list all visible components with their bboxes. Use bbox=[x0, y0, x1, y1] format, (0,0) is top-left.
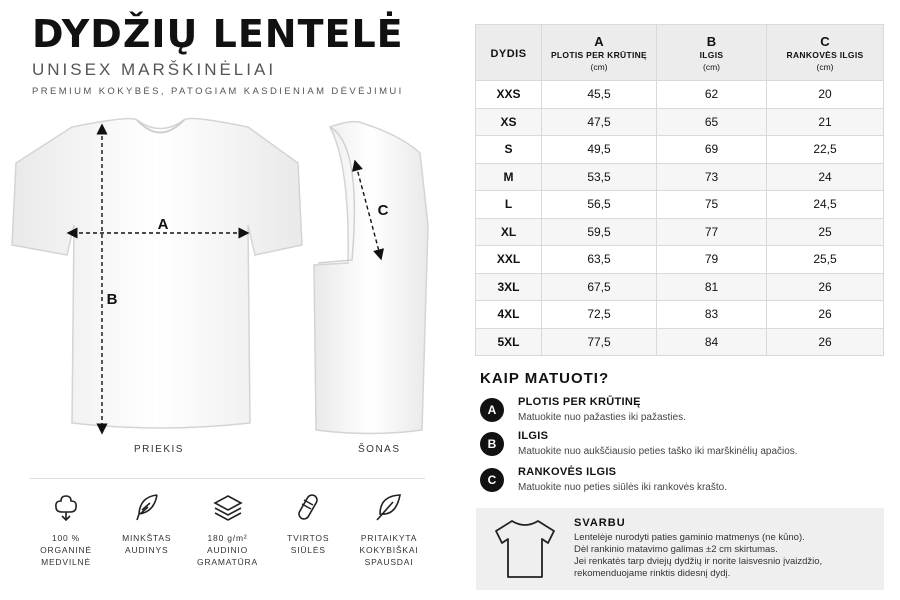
table-row: L 56,5 75 24,5 bbox=[476, 191, 884, 219]
feature-item-cotton bbox=[30, 490, 102, 568]
feature-item-weight bbox=[192, 490, 264, 568]
note-line: Jei renkatės tarp dviejų dydžių ir norite laisvesnio įvaizdžio, bbox=[574, 556, 823, 567]
how-to-item-b bbox=[480, 430, 798, 457]
how-to-desc: Matuokite nuo pažasties iki pažasties. bbox=[518, 412, 686, 423]
badge-b: B bbox=[480, 432, 504, 456]
note-text bbox=[574, 532, 822, 580]
badge-a: A bbox=[480, 398, 504, 422]
how-to-measure-title: KAIP MATUOTI? bbox=[480, 370, 610, 387]
feature-label: MINKŠTAS AUDINYS bbox=[122, 533, 172, 555]
marker-a: A bbox=[157, 216, 169, 233]
divider bbox=[30, 478, 425, 479]
table-row: 3XL 67,5 81 26 bbox=[476, 273, 884, 301]
table-row: XL 59,5 77 25 bbox=[476, 218, 884, 246]
cotton-icon bbox=[49, 490, 83, 524]
table-row: M 53,5 73 24 bbox=[476, 163, 884, 191]
tshirt-illustration bbox=[0, 105, 440, 465]
feature-label: TVIRTOS SIŪLĖS bbox=[287, 533, 330, 555]
table-row: XXS 45,5 62 20 bbox=[476, 81, 884, 109]
tshirt-outline-icon bbox=[490, 517, 560, 581]
table-row: XS 47,5 65 21 bbox=[476, 108, 884, 136]
table-row: S 49,5 69 22,5 bbox=[476, 136, 884, 164]
layers-icon bbox=[211, 490, 245, 524]
feature-list bbox=[30, 490, 425, 568]
important-note bbox=[476, 508, 884, 590]
column-header-a: A PLOTIS PER KRŪTINĘ (cm) bbox=[542, 25, 657, 81]
feature-item-seams bbox=[272, 490, 344, 568]
column-header-b: B ILGIS (cm) bbox=[657, 25, 767, 81]
size-table bbox=[475, 24, 884, 356]
marker-b: B bbox=[106, 291, 118, 308]
leaf-icon bbox=[372, 490, 406, 524]
feature-item-soft bbox=[111, 490, 183, 568]
note-line: rekomenduojame rinktis didesnį dydį. bbox=[574, 568, 731, 579]
page-tagline: PREMIUM KOKYBĖS, PATOGIAM KASDIENIAM DĖVĖJIMUI bbox=[32, 86, 404, 97]
marker-c: C bbox=[377, 202, 389, 219]
how-to-desc: Matuokite nuo aukščiausio peties taško iki marškinėlių apačios. bbox=[518, 446, 798, 457]
side-view-label: ŠONAS bbox=[358, 444, 401, 455]
how-to-name: ILGIS bbox=[518, 430, 549, 442]
page-title: DYDŽIŲ LENTELĖ bbox=[32, 12, 404, 56]
table-row: XXL 63,5 79 25,5 bbox=[476, 246, 884, 274]
how-to-item-a bbox=[480, 396, 686, 423]
note-line: Lentelėje nurodyti paties gaminio matmenys (ne kūno). bbox=[574, 532, 805, 543]
table-row: 5XL 77,5 84 26 bbox=[476, 328, 884, 356]
feature-item-print bbox=[353, 490, 425, 568]
how-to-name: PLOTIS PER KRŪTINĘ bbox=[518, 396, 641, 408]
size-table-header bbox=[476, 25, 884, 81]
badge-c: C bbox=[480, 468, 504, 492]
page-subtitle: UNISEX MARŠKINĖLIAI bbox=[32, 60, 277, 79]
feature-icon bbox=[130, 490, 164, 524]
thread-icon bbox=[291, 490, 325, 524]
feature-label: PRITAIKYTA KOKYBIŠKAI SPAUSDAI bbox=[359, 533, 419, 567]
feature-label: 100 % ORGANINĖ MEDVILNĖ bbox=[40, 533, 92, 567]
note-line: Dėl rankinio matavimo galimas ±2 cm skirtumas. bbox=[574, 544, 778, 555]
side-tshirt-shape bbox=[314, 122, 428, 434]
note-title: SVARBU bbox=[574, 517, 626, 529]
tshirt-diagram bbox=[0, 105, 440, 465]
how-to-item-c bbox=[480, 466, 727, 493]
how-to-name: RANKOVĖS ILGIS bbox=[518, 466, 617, 478]
front-tshirt-shape bbox=[12, 119, 302, 428]
table-row: 4XL 72,5 83 26 bbox=[476, 301, 884, 329]
column-header-c: C RANKOVĖS ILGIS (cm) bbox=[767, 25, 884, 81]
how-to-desc: Matuokite nuo peties siūlės iki rankovės krašto. bbox=[518, 482, 727, 493]
front-view-label: PRIEKIS bbox=[134, 444, 184, 455]
feature-label: 180 g/m² AUDINIO GRAMATŪRA bbox=[197, 533, 258, 567]
column-header-size: DYDIS bbox=[476, 25, 542, 81]
